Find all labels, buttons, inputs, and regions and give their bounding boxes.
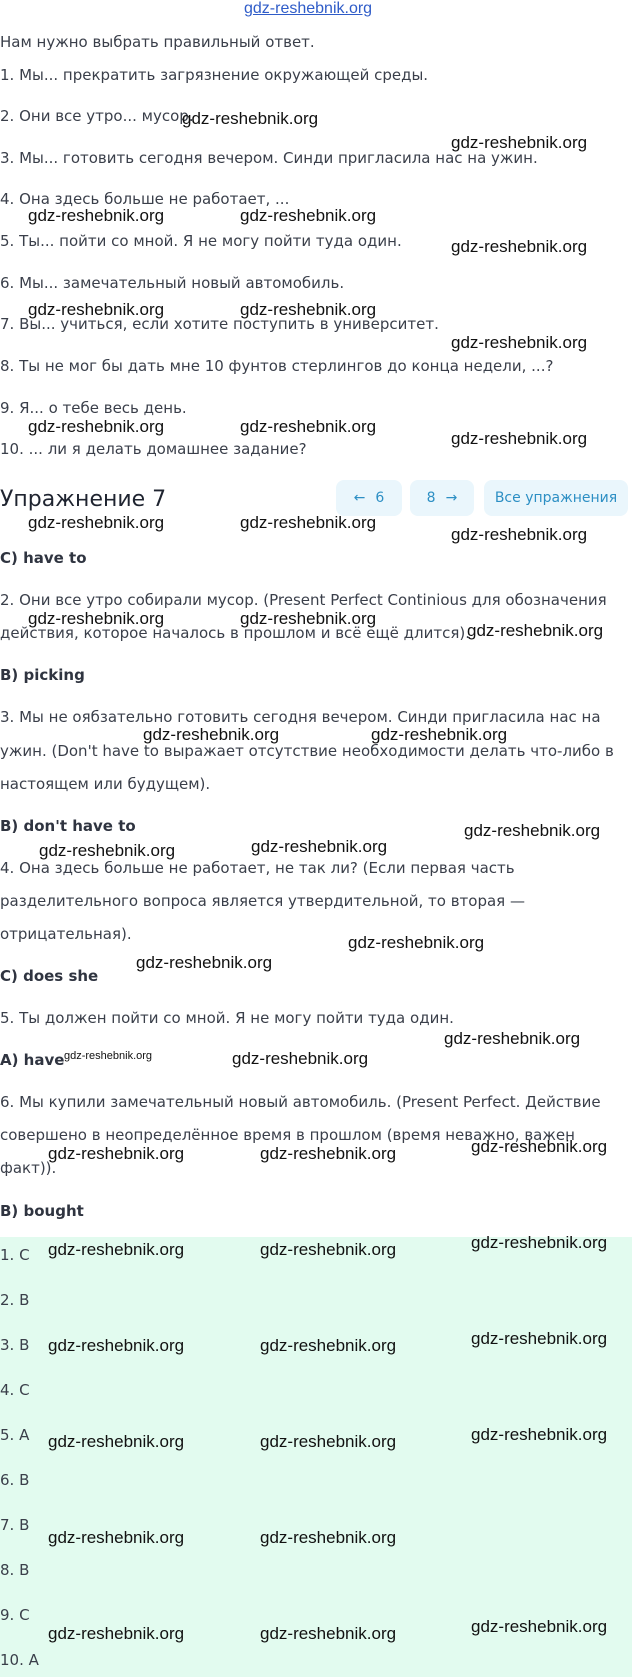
explanation-line: 6. Мы купили замечательный новый автомобиль. (Present Perfect. Действие bbox=[0, 1093, 601, 1111]
question-item: 8. Ты не мог бы дать мне 10 фунтов стерлингов до конца недели, ...? bbox=[0, 357, 554, 375]
next-exercise-button[interactable] bbox=[410, 480, 474, 516]
watermark: gdz-reshebnik.org bbox=[467, 621, 604, 640]
answer-item: 1. C bbox=[0, 1246, 30, 1264]
question-item: 7. Вы... учиться, если хотите поступить в университет. bbox=[0, 315, 439, 333]
answer-item: 5. A bbox=[0, 1426, 30, 1444]
answer-choice: A) have bbox=[0, 1051, 65, 1069]
all-exercises-label: Все упражнения bbox=[494, 490, 618, 506]
explanation-line: совершено в неопределённое время в прошлом (время неважно, важен bbox=[0, 1126, 575, 1144]
watermark: gdz-reshebnik.org bbox=[48, 1432, 185, 1451]
answer-choice: B) don't have to bbox=[0, 817, 136, 835]
watermark: gdz-reshebnik.org bbox=[471, 1617, 608, 1636]
question-item: 6. Мы... замечательный новый автомобиль. bbox=[0, 274, 345, 292]
watermark: gdz-reshebnik.org bbox=[451, 525, 588, 544]
explanation-line: 3. Мы не оябзательно готовить сегодня вечером. Синди пригласила нас на bbox=[0, 708, 601, 726]
question-item: 4. Она здесь больше не работает, ... bbox=[0, 190, 290, 208]
watermark: gdz-reshebnik.org bbox=[451, 133, 588, 152]
prev-exercise-button[interactable] bbox=[336, 480, 402, 516]
answer-item: 3. B bbox=[0, 1336, 30, 1354]
all-exercises-button[interactable] bbox=[484, 480, 628, 516]
watermark: gdz-reshebnik.org bbox=[143, 725, 280, 744]
answer-choice: C) have to bbox=[0, 549, 87, 567]
watermark: gdz-reshebnik.org bbox=[260, 1432, 397, 1451]
watermark: gdz-reshebnik.org bbox=[451, 237, 588, 256]
arrow-left-icon: ← bbox=[353, 490, 366, 506]
watermark: gdz-reshebnik.org bbox=[251, 837, 388, 856]
question-item: 1. Мы... прекратить загрязнение окружающей среды. bbox=[0, 66, 429, 84]
watermark: gdz-reshebnik.org bbox=[232, 1049, 369, 1068]
site-link[interactable]: gdz-reshebnik.org bbox=[244, 0, 373, 17]
watermark: gdz-reshebnik.org bbox=[240, 206, 377, 225]
explanation-line: настоящем или будущем). bbox=[0, 775, 211, 793]
answers-panel bbox=[0, 1237, 632, 1677]
watermark: gdz-reshebnik.org bbox=[240, 417, 377, 436]
answer-choice: B) picking bbox=[0, 666, 85, 684]
watermark: gdz-reshebnik.org bbox=[260, 1144, 397, 1163]
answer-choice: C) does she bbox=[0, 967, 99, 985]
intro-text: Нам нужно выбрать правильный ответ. bbox=[0, 33, 315, 51]
explanation-line: 2. Они все утро собирали мусор. (Present Perfect Continious для обозначения bbox=[0, 591, 607, 609]
explanation-line: факт)). bbox=[0, 1159, 57, 1177]
question-item: 3. Мы... готовить сегодня вечером. Синди пригласила нас на ужин. bbox=[0, 149, 538, 167]
watermark: gdz-reshebnik.org bbox=[28, 513, 165, 532]
watermark: gdz-reshebnik.org bbox=[136, 953, 273, 972]
watermark: gdz-reshebnik.org bbox=[39, 841, 176, 860]
answer-item: 9. C bbox=[0, 1606, 30, 1624]
watermark: gdz-reshebnik.org bbox=[28, 206, 165, 225]
watermark: gdz-reshebnik.org bbox=[240, 300, 377, 319]
answer-item: 2. B bbox=[0, 1291, 30, 1309]
explanation-line: отрицательная). bbox=[0, 925, 132, 943]
watermark: gdz-reshebnik.org bbox=[371, 725, 508, 744]
watermark: gdz-reshebnik.org bbox=[260, 1624, 397, 1643]
watermark: gdz-reshebnik.org bbox=[451, 429, 588, 448]
question-item: 5. Ты... пойти со мной. Я не могу пойти туда один. bbox=[0, 232, 402, 250]
watermark: gdz-reshebnik.org bbox=[48, 1240, 185, 1259]
answer-item: 6. B bbox=[0, 1471, 30, 1489]
watermark: gdz-reshebnik.org bbox=[471, 1137, 608, 1156]
exercise-title: Упражнение 7 bbox=[0, 487, 167, 512]
question-item: 10. ... ли я делать домашнее задание? bbox=[0, 440, 307, 458]
explanation-line: 5. Ты должен пойти со мной. Я не могу пойти туда один. bbox=[0, 1009, 454, 1027]
explanation-line: ужин. (Don't have to выражает отсутствие необходимости делать что-либо в bbox=[0, 742, 614, 760]
watermark: gdz-reshebnik.org bbox=[464, 821, 601, 840]
watermark: gdz-reshebnik.org bbox=[260, 1336, 397, 1355]
question-item: 9. Я... о тебе весь день. bbox=[0, 399, 187, 417]
watermark: gdz-reshebnik.org bbox=[64, 1050, 153, 1062]
prev-exercise-number: 6 bbox=[375, 490, 385, 506]
explanation-line: разделительного вопроса является утвердительной, то вторая — bbox=[0, 892, 525, 910]
explanation-line: действия, которое началось в прошлом и всё ещё длится). bbox=[0, 624, 470, 642]
watermark: gdz-reshebnik.org bbox=[348, 933, 485, 952]
watermark: gdz-reshebnik.org bbox=[48, 1144, 185, 1163]
explanation-line: 4. Она здесь больше не работает, не так ли? (Если первая часть bbox=[0, 859, 515, 877]
watermark: gdz-reshebnik.org bbox=[260, 1240, 397, 1259]
watermark: gdz-reshebnik.org bbox=[471, 1329, 608, 1348]
watermark: gdz-reshebnik.org bbox=[471, 1425, 608, 1444]
answer-item: 7. B bbox=[0, 1516, 30, 1534]
watermark: gdz-reshebnik.org bbox=[28, 417, 165, 436]
watermark: gdz-reshebnik.org bbox=[260, 1528, 397, 1547]
watermark: gdz-reshebnik.org bbox=[451, 333, 588, 352]
watermark: gdz-reshebnik.org bbox=[28, 609, 165, 628]
answer-item: 10. A bbox=[0, 1651, 39, 1669]
answer-item: 8. B bbox=[0, 1561, 30, 1579]
watermark: gdz-reshebnik.org bbox=[240, 513, 377, 532]
answer-choice: B) bought bbox=[0, 1202, 84, 1220]
watermark: gdz-reshebnik.org bbox=[48, 1336, 185, 1355]
answer-item: 4. C bbox=[0, 1381, 30, 1399]
watermark: gdz-reshebnik.org bbox=[48, 1528, 185, 1547]
watermark: gdz-reshebnik.org bbox=[471, 1233, 608, 1252]
watermark: gdz-reshebnik.org bbox=[182, 109, 319, 128]
next-exercise-number: 8 bbox=[426, 490, 436, 506]
watermark: gdz-reshebnik.org bbox=[240, 609, 377, 628]
arrow-right-icon: → bbox=[445, 490, 458, 506]
question-item: 2. Они все утро... мусор. bbox=[0, 107, 194, 125]
watermark: gdz-reshebnik.org bbox=[48, 1624, 185, 1643]
watermark: gdz-reshebnik.org bbox=[28, 300, 165, 319]
watermark: gdz-reshebnik.org bbox=[444, 1029, 581, 1048]
